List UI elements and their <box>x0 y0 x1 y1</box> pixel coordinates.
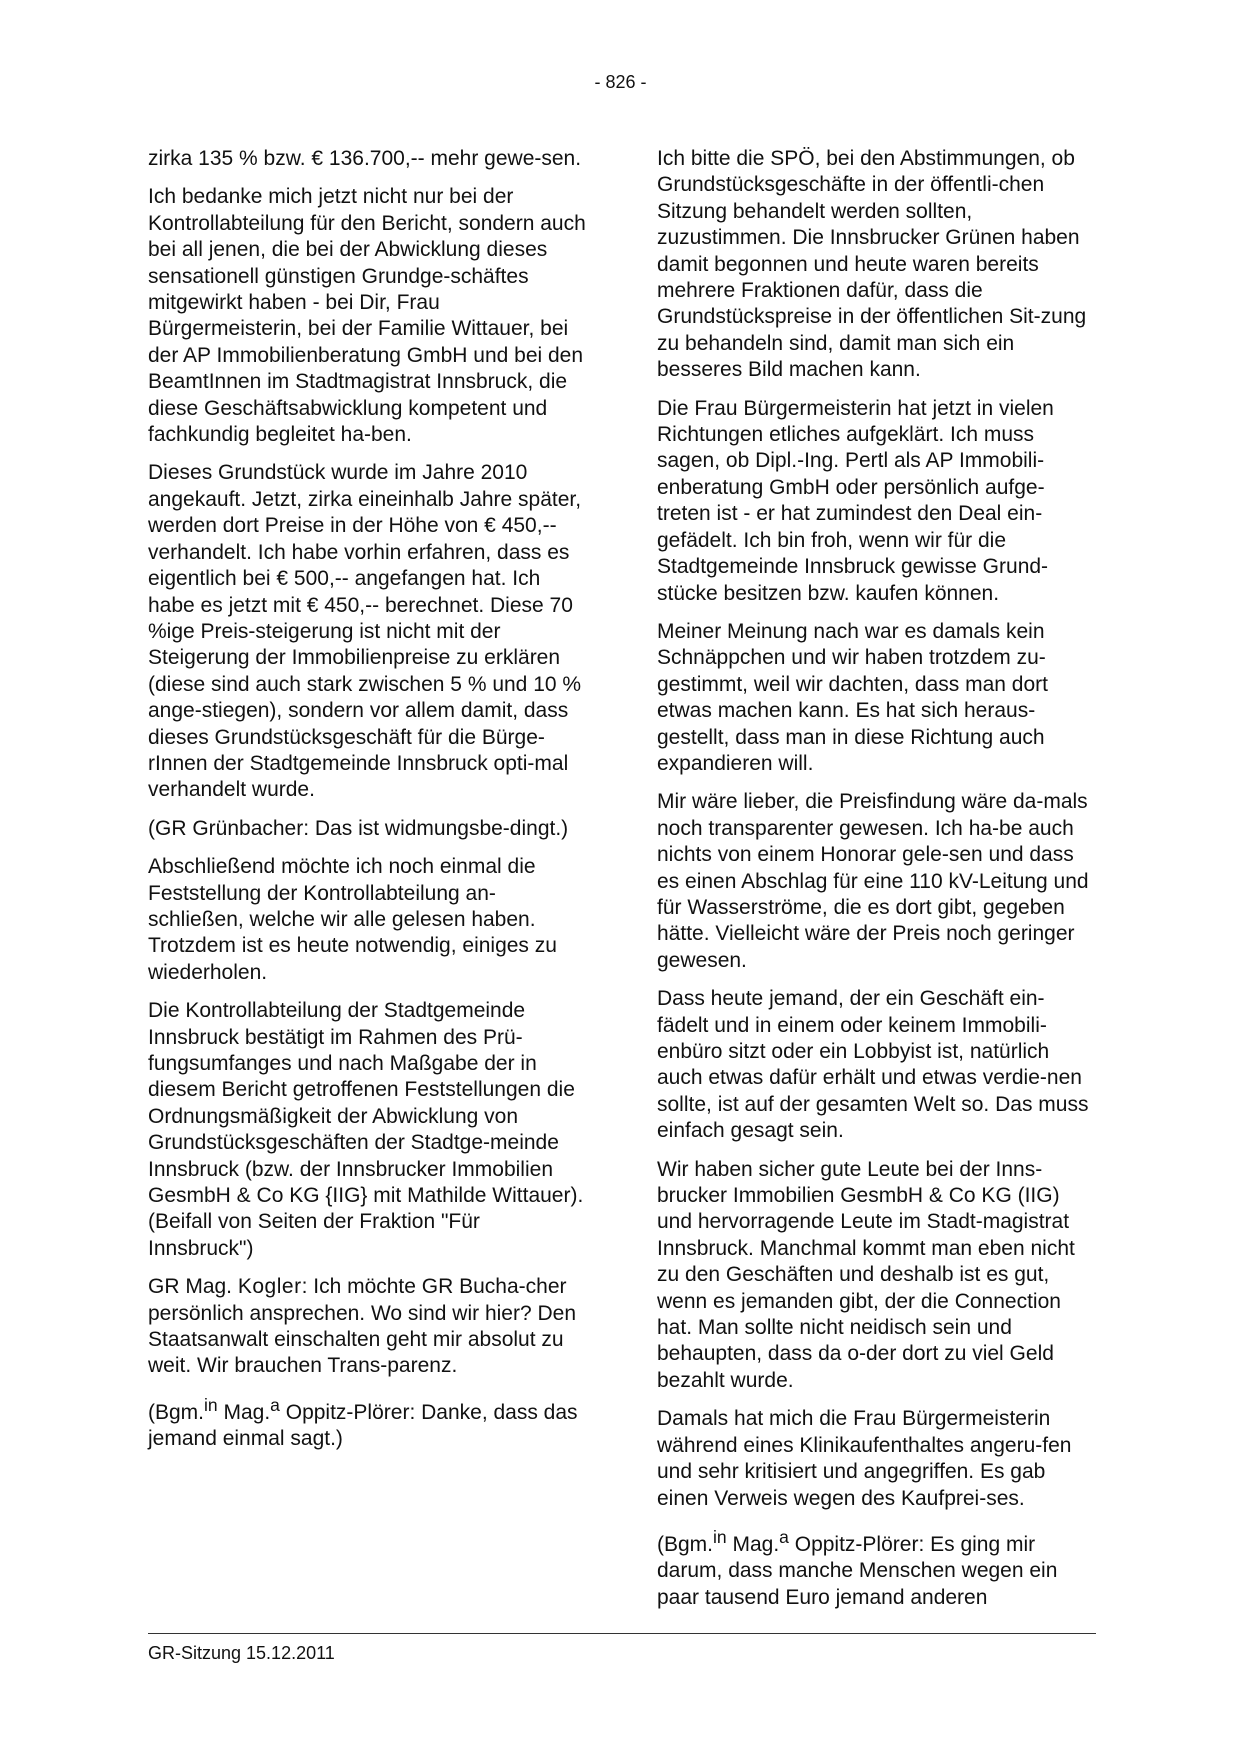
interjection-part: Oppitz-Plörer: Danke, dass das jemand einmal sagt.) <box>148 1400 578 1451</box>
interjection <box>657 1524 1095 1611</box>
footer-session-date: GR-Sitzung 15.12.2011 <box>148 1643 335 1663</box>
paragraph: Ich bitte die SPÖ, bei den Abstimmungen, ob Grundstücksgeschäfte in der öffentli-chen Sitzung behandelt werden sollten, zuzustimmen. Die Innsbrucker Grünen haben damit begonnen und heute waren bereits mehrere Fraktionen dafür, dass die Grundstückspreise in der öffentlichen Sit-zung zu behandeln sind, damit man sich ein besseres Bild machen kann. <box>657 147 1087 382</box>
paragraph: Dass heute jemand, der ein Geschäft ein-fädelt und in einem oder keinem Immobili-enbüro sitzt oder ein Lobbyist ist, natürlich auch etwas dafür erhält und etwas verdie-nen sollte, ist auf der gesamten Welt so. Das muss einfach gesagt sein. <box>657 987 1089 1143</box>
paragraph: Abschließend möchte ich noch einmal die Feststellung der Kontrollabteilung an-schließen, welche wir alle gelesen haben. Trotzdem ist es heute notwendig, einiges zu wiederholen. <box>148 855 557 984</box>
paragraph: Ich bedanke mich jetzt nicht nur bei der Kontrollabteilung für den Bericht, sondern auch bei all jenen, die bei der Abwicklung dieses sensationell günstigen Grundge-schäftes mitgewirkt haben - bei Dir, Frau Bürgermeisterin, bei der Familie Wittauer, bei der AP Immobilienberatung GmbH und bei den BeamtInnen im Stadtmagistrat Innsbruck, die diese Geschäftsabwicklung kompetent und fachkundig begleitet ha-ben. <box>148 185 586 447</box>
paragraph: Mir wäre lieber, die Preisfindung wäre da-mals noch transparenter gewesen. Ich ha-be auch nichts von einem Honorar gele-sen und dass es einen Abschlag für eine 110 kV-Leitung und für Wasserströme, die es dort gibt, gegeben hätte. Vielleicht wäre der Preis noch geringer gewesen. <box>657 790 1089 972</box>
speaker-paragraph <box>148 1274 586 1380</box>
superscript: in <box>204 1394 218 1415</box>
interjection-part: Mag. <box>726 1532 780 1556</box>
footer-divider <box>148 1633 1096 1634</box>
paragraph: Damals hat mich die Frau Bürgermeisterin während eines Klinikaufenthaltes angeru-fen und sehr kritisiert und angegriffen. Es gab einen Verweis wegen des Kaufprei-ses. <box>657 1407 1072 1510</box>
paragraph: Wir haben sicher gute Leute bei der Inns-brucker Immobilien GesmbH & Co KG (IIG) und hervorragende Leute im Stadt-magistrat Innsbruck. Manchmal kommt man eben nicht zu den Geschäften und deshalb ist es gut, wenn es jemanden gibt, der die Connection hat. Man sollte nicht neidisch sein und behaupten, dass da o-der dort zu viel Geld bezahlt wurde. <box>657 1157 1075 1392</box>
interjection-part: Mag. <box>217 1400 271 1424</box>
interjection-part: (Bgm. <box>657 1532 714 1556</box>
speaker-name: Kogler <box>237 1275 302 1299</box>
interjection: (GR Grünbacher: Das ist widmungsbe-dingt.) <box>148 816 569 840</box>
paragraph: Meiner Meinung nach war es damals kein Schnäppchen und wir haben trotzdem zu-gestimmt, weil wir dachten, dass man dort etwas machen kann. Es hat sich heraus-gestellt, dass man in diese Richtung auch expandieren will. <box>657 619 1048 775</box>
speaker-title: GR Mag. <box>148 1275 238 1299</box>
interjection <box>148 1392 586 1453</box>
interjection-part: (Bgm. <box>148 1400 205 1424</box>
paragraph: Die Frau Bürgermeisterin hat jetzt in vielen Richtungen etliches aufgeklärt. Ich muss sagen, ob Dipl.-Ing. Pertl als AP Immobili-enberatung GmbH oder persönlich aufge-treten ist - er hat zumindest den Deal ein-gefädelt. Ich bin froh, wenn wir für die Stadtgemeinde Innsbruck gewisse Grund-stücke besitzen bzw. kaufen können. <box>657 396 1054 605</box>
paragraph: Dieses Grundstück wurde im Jahre 2010 angekauft. Jetzt, zirka eineinhalb Jahre später, werden dort Preise in der Höhe von € 450,-- verhandelt. Ich habe vorhin erfahren, dass es eigentlich bei € 500,-- angefangen hat. Ich habe es jetzt mit € 450,-- berechnet. Diese 70 %ige Preis-steigerung ist nicht mit der Steigerung der Immobilienpreise zu erklären (diese sind auch stark zwischen 5 % und 10 % ange-stiegen), sondern vor allem damit, dass dieses Grundstücksgeschäft für die Bürge-rInnen der Stadtgemeinde Innsbruck opti-mal verhandelt wurde. <box>148 461 582 802</box>
page-number: - 826 - <box>594 72 647 92</box>
left-column <box>148 146 586 1465</box>
superscript: in <box>713 1526 727 1547</box>
right-column <box>657 146 1095 1623</box>
paragraph: Die Kontrollabteilung der Stadtgemeinde Innsbruck bestätigt im Rahmen des Prü-fungsumfanges und nach Maßgabe der in diesem Bericht getroffenen Feststellungen die Ordnungsmäßigkeit der Abwicklung von Grundstücksgeschäften der Stadtge-meinde Innsbruck (bzw. der Innsbrucker Immobilien GesmbH & Co KG {IIG} mit Mathilde Wittauer). (Beifall von Seiten der Fraktion "Für Innsbruck") <box>148 999 584 1260</box>
interjection-part: Oppitz-Plörer: Es ging mir darum, dass manche Menschen wegen ein paar tausend Euro jemand anderen <box>657 1532 1058 1609</box>
paragraph: zirka 135 % bzw. € 136.700,-- mehr gewe-sen. <box>148 147 582 170</box>
superscript: a <box>779 1526 789 1547</box>
superscript: a <box>270 1394 280 1415</box>
speech-text: : Ich möchte GR Bucha-cher persönlich ansprechen. Wo sind wir hier? Den Staatsanwalt einschalten geht mir absolut zu weit. Wir brauchen Trans-parenz. <box>148 1275 576 1378</box>
